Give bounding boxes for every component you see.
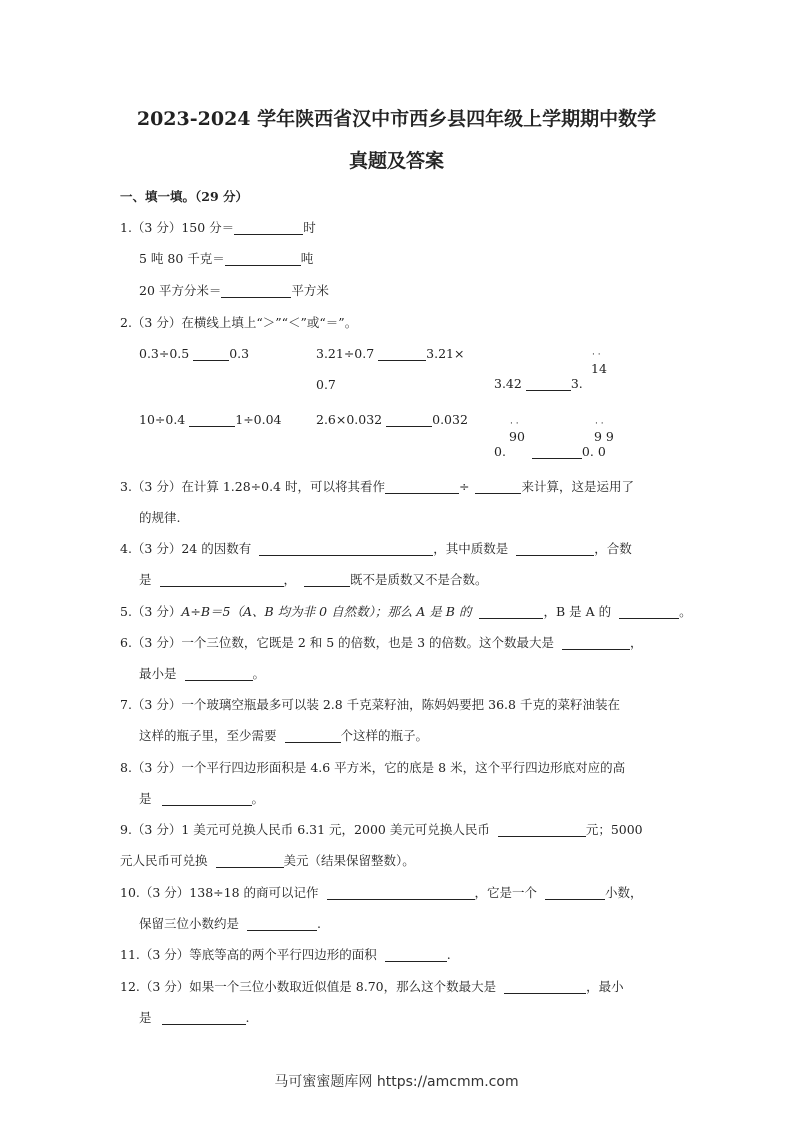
answer-blank: [185, 666, 253, 681]
q6-line2: 最小是 。: [139, 666, 266, 681]
answer-blank: [304, 572, 350, 587]
footer-watermark: 马可蜜蜜题库网 https://amcmm.com: [274, 1074, 519, 1090]
answer-blank: [619, 604, 679, 619]
q7-line1: 7.（3 分）一个玻璃空瓶最多可以装 2.8 千克菜籽油，陈妈妈要把 36.8 千克的菜籽油装在: [120, 697, 620, 712]
q2-r1-b-cont: 0.7: [316, 377, 336, 392]
answer-blank: [526, 376, 571, 391]
answer-blank: [327, 885, 475, 900]
title-line2: 真题及答案: [348, 150, 444, 172]
q6-line1: 6.（3 分）一个三位数，它既是 2 和 5 的倍数，也是 3 的倍数。这个数最大是 ，: [120, 635, 643, 650]
q10-line1: 10.（3 分）138÷18 的商可以记作 ，它是一个 小数，: [120, 885, 643, 900]
answer-blank: [385, 479, 459, 494]
answer-blank: [475, 479, 521, 494]
q2-r1-c: 3.42 3.: [494, 376, 583, 391]
q4-line1: 4.（3 分）24 的因数有 ，其中质数是 ，合数: [120, 541, 632, 556]
q7-line2: 这样的瓶子里，至少需要 个这样的瓶子。: [139, 728, 429, 743]
q9-line2: 元人民币可兑换 美元（结果保留整数）。: [120, 853, 415, 868]
answer-blank: [385, 947, 447, 962]
section-heading: 一、填一填。（29 分）: [120, 189, 248, 204]
q12-line2: 是 .: [139, 1010, 250, 1025]
q2-r2-a: 10÷0.4 1÷0.04: [139, 412, 282, 427]
answer-blank: [498, 822, 586, 837]
answer-blank: [562, 635, 630, 650]
q8-line1: 8.（3 分）一个平行四边形面积是 4.6 平方米，它的底是 8 米，这个平行四边形底对应的高: [120, 760, 626, 775]
q11-line: 11.（3 分）等底等高的两个平行四边形的面积 .: [120, 947, 451, 962]
q2-r2-c: 0. 0. 0: [494, 444, 606, 459]
answer-blank: [234, 220, 303, 235]
answer-blank: [479, 604, 543, 619]
repeat-digits: 9 9: [594, 429, 614, 444]
repeat-dots: · ·: [592, 350, 601, 360]
q1-line-a: 1.（3 分）150 分＝ 时: [120, 220, 316, 235]
q5-line: 5.（3 分）A÷B＝5（A、B 均为非 0 自然数）；那么 A 是 B 的 ，B 是 A 的 。: [120, 604, 692, 619]
answer-blank: [378, 346, 426, 361]
answer-blank: [193, 346, 229, 361]
repeat-dots: · ·: [510, 419, 519, 429]
repeat-dots: · ·: [595, 419, 604, 429]
repeat-digits: 14: [591, 361, 607, 376]
answer-blank: [216, 853, 284, 868]
answer-blank: [516, 541, 594, 556]
answer-blank: [162, 1010, 246, 1025]
q2-r1-b: 3.21÷0.7 3.21×: [316, 346, 465, 361]
answer-blank: [532, 444, 582, 459]
answer-blank: [162, 791, 252, 806]
answer-blank: [386, 412, 432, 427]
q9-line1: 9.（3 分）1 美元可兑换人民币 6.31 元，2000 美元可兑换人民币 元；5000: [120, 822, 643, 837]
answer-blank: [160, 572, 284, 587]
q3-line1: 3.（3 分）在计算 1.28÷0.4 时，可以将其看作 ÷ 来计算，这是运用了: [120, 479, 634, 494]
q1-line-b: 5 吨 80 千克＝ 吨: [139, 251, 314, 266]
q10-line2: 保留三位小数约是 .: [139, 916, 321, 931]
answer-blank: [225, 251, 301, 266]
answer-blank: [285, 728, 341, 743]
q12-line1: 12.（3 分）如果一个三位小数取近似值是 8.70，那么这个数最大是 ，最小: [120, 979, 624, 994]
q4-line2: 是 ， 既不是质数又不是合数。: [139, 572, 488, 587]
q8-line2: 是 。: [139, 791, 265, 806]
q3-line2: 的规律.: [139, 510, 181, 525]
answer-blank: [545, 885, 605, 900]
answer-blank: [247, 916, 317, 931]
q1-line-c: 20 平方分米＝ 平方米: [139, 283, 329, 298]
repeat-digits: 90: [509, 429, 525, 444]
q2-stem: 2.（3 分）在横线上填上“＞”“＜”或“＝”。: [120, 315, 358, 330]
answer-blank: [504, 979, 586, 994]
answer-blank: [259, 541, 433, 556]
q2-r2-b: 2.6×0.032 0.032: [316, 412, 468, 427]
answer-blank: [221, 283, 291, 298]
q2-r1-a: 0.3÷0.5 0.3: [139, 346, 250, 361]
title-line1: 2023-2024 学年陕西省汉中市西乡县四年级上学期期中数学: [136, 108, 657, 130]
answer-blank: [189, 412, 235, 427]
